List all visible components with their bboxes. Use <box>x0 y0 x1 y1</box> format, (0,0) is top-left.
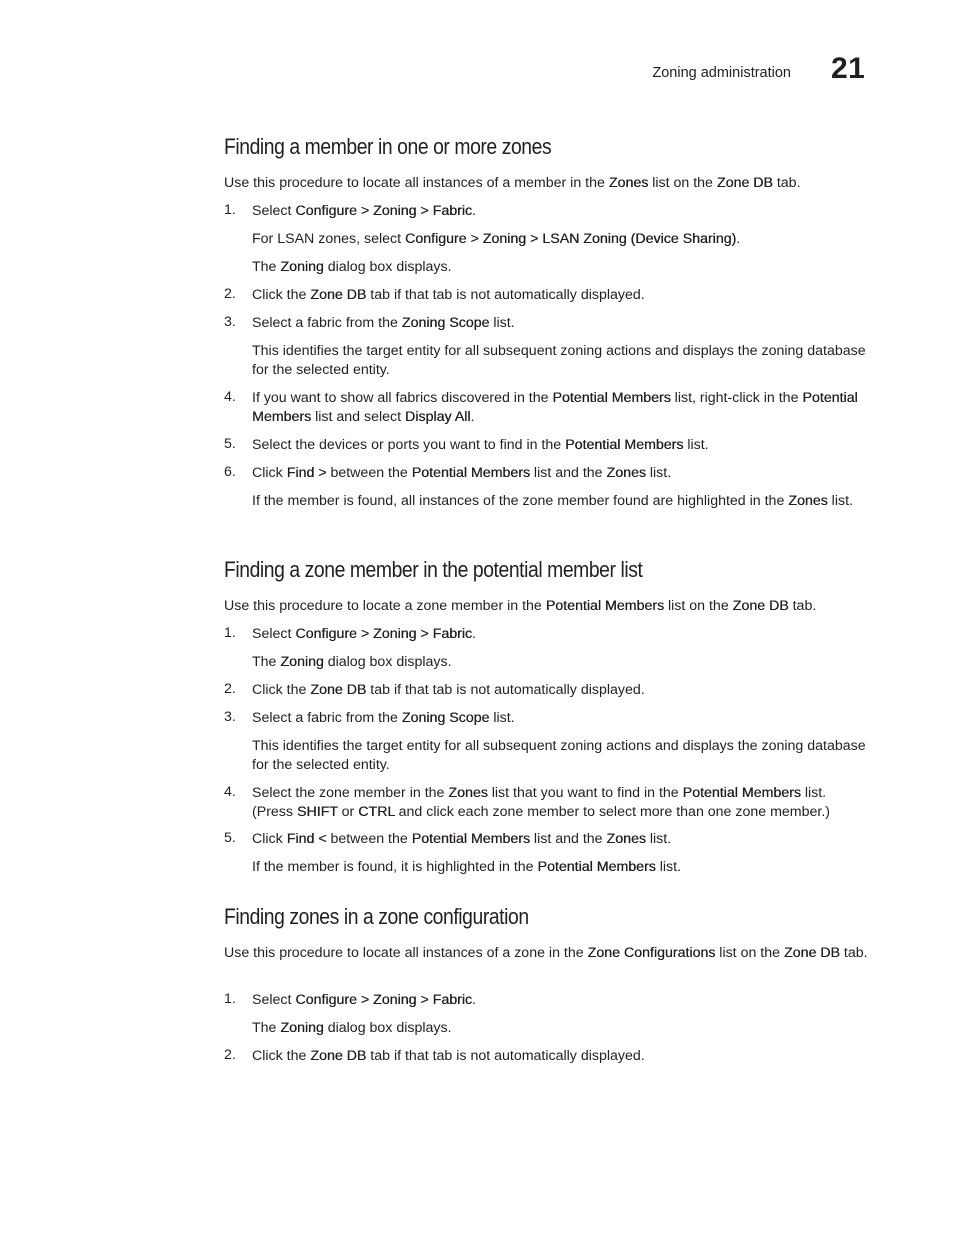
paragraph: Use this procedure to locate all instances of a zone in the Zone Configurations list on the Zone DB tab. <box>224 945 868 961</box>
step-text: Select a fabric from the Zoning Scope list. <box>252 710 515 726</box>
step-text: Select Configure > Zoning > Fabric. <box>252 626 476 642</box>
paragraph: Use this procedure to locate all instances of a member in the Zones list on the Zone DB tab. <box>224 175 801 191</box>
step-note: This identifies the target entity for all subsequent zoning actions and displays the zoning database for the selected entity. <box>252 343 866 378</box>
step-text: Select the devices or ports you want to find in the Potential Members list. <box>252 437 709 453</box>
step-note: For LSAN zones, select Configure > Zoning > LSAN Zoning (Device Sharing). <box>252 231 741 247</box>
step-number: 5. <box>224 436 236 452</box>
step-note: If the member is found, all instances of the zone member found are highlighted in the Zones list. <box>252 493 853 509</box>
step-number: 6. <box>224 464 236 480</box>
step-text: Select a fabric from the Zoning Scope list. <box>252 315 515 331</box>
step-number: 2. <box>224 286 236 302</box>
section-heading-find-zone-member: Finding a zone member in the potential member list <box>224 557 643 582</box>
step-number: 1. <box>224 625 236 641</box>
step-text: Click the Zone DB tab if that tab is not automatically displayed. <box>252 682 645 698</box>
running-header-title: Zoning administration <box>652 65 791 81</box>
step-number: 5. <box>224 830 236 846</box>
step-result: The Zoning dialog box displays. <box>252 654 452 670</box>
step-number: 2. <box>224 681 236 697</box>
step-number: 4. <box>224 389 236 405</box>
step-text: Select Configure > Zoning > Fabric. <box>252 203 476 219</box>
chapter-number: 21 <box>831 52 866 85</box>
paragraph: Use this procedure to locate a zone member in the Potential Members list on the Zone DB tab. <box>224 598 817 614</box>
step-text: Select Configure > Zoning > Fabric. <box>252 992 476 1008</box>
step-text: Click the Zone DB tab if that tab is not automatically displayed. <box>252 1048 645 1064</box>
section-heading-find-zones: Finding zones in a zone configuration <box>224 904 529 929</box>
step-note: This identifies the target entity for all subsequent zoning actions and displays the zoning database for the selected entity. <box>252 738 866 773</box>
step-number: 3. <box>224 709 236 725</box>
step-number: 2. <box>224 1047 236 1063</box>
step-text: If you want to show all fabrics discovered in the Potential Members list, right-click in the Potential Members list and select Display All. <box>252 390 858 425</box>
step-text: Click Find < between the Potential Members list and the Zones list. <box>252 831 672 847</box>
step-number: 1. <box>224 991 236 1007</box>
step-number: 1. <box>224 202 236 218</box>
step-result: The Zoning dialog box displays. <box>252 1020 452 1036</box>
step-number: 4. <box>224 784 236 800</box>
step-text: Click Find > between the Potential Members list and the Zones list. <box>252 465 672 481</box>
step-result: The Zoning dialog box displays. <box>252 259 452 275</box>
section-heading-find-member: Finding a member in one or more zones <box>224 134 552 159</box>
step-note: If the member is found, it is highlighted in the Potential Members list. <box>252 859 681 875</box>
step-text: Click the Zone DB tab if that tab is not automatically displayed. <box>252 287 645 303</box>
step-text: Select the zone member in the Zones list that you want to find in the Potential Members list. (Press SHIFT or CTRL and click each zone member to select more than one zone member.) <box>252 785 831 820</box>
step-number: 3. <box>224 314 236 330</box>
